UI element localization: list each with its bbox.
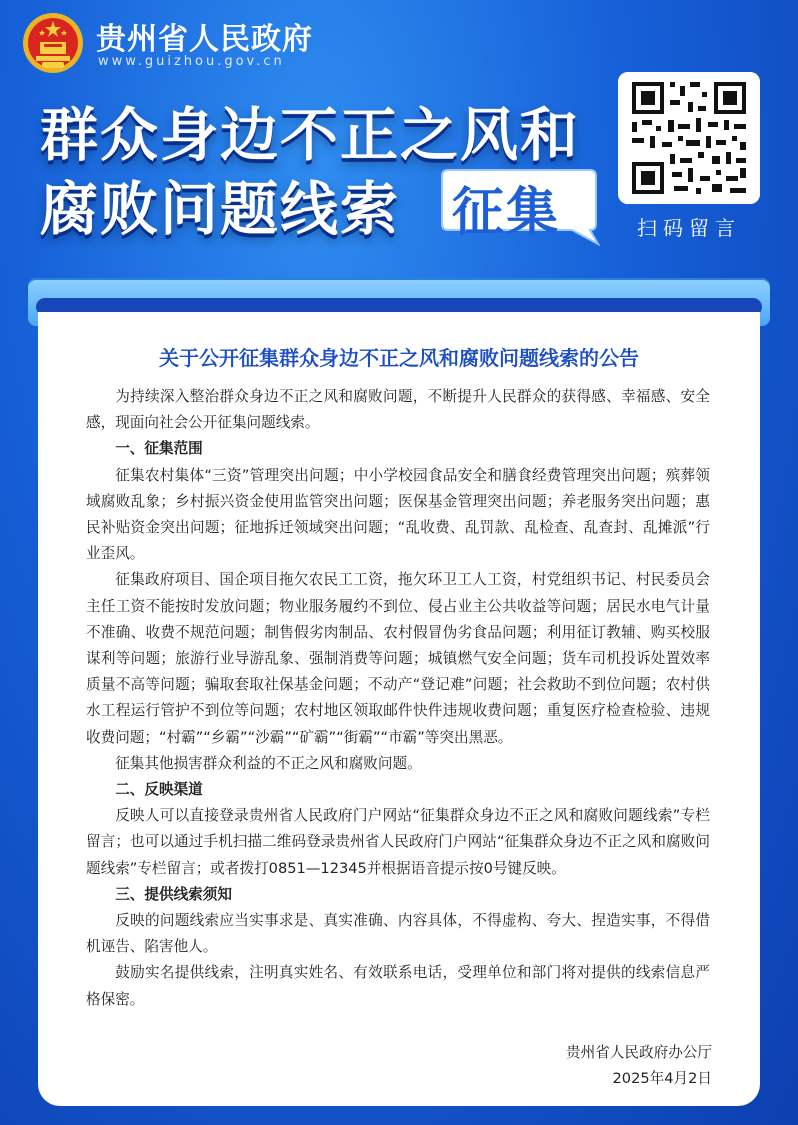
notice-title: 关于公开征集群众身边不正之风和腐败问题线索的公告 (159, 346, 639, 370)
site-name: 贵州省人民政府 (96, 22, 313, 57)
channels-paragraph: 反映人可以直接登录贵州省人民政府门户网站“征集群众身边不正之风和腐败问题线索”专栏留言；也可以通过手机扫描二维码登录贵州省人民政府门户网站“征集群众身边不正之风和腐败问题线索”专栏留言；或者拨打0851—12345并根据语音提示按0号键反映。 (86, 807, 710, 877)
poster-title-line2: 腐败问题线索 (40, 175, 401, 243)
scope-paragraph-2: 征集政府项目、国企项目拖欠农民工工资，拖欠环卫工人工资，村党组织书记、村民委员会主任工资不能按时发放问题；物业服务履约不到位、侵占业主公共收益等问题；居民水电气计量不准确、收费不规范问题；制售假劣肉制品、农村假冒伪劣食品问题；利用征订教辅、购买校服谋利等问题；旅游行业导游乱象、强制消费等问题；城镇燃气安全问题；货车司机投诉处置效率质量不高等问题；骗取套取社保基金问题；不动产“登记难”问题；社会救助不到位问题；农村供水工程运行管护不到位等问题；农村地区领取邮件快件违规收费问题；重复医疗检查检验、违规收费问题；“村霸”“乡霸”“沙霸”“矿霸”“街霸”“市霸”等突出黑恶。 (86, 571, 710, 746)
scope-paragraph-1: 征集农村集体“三资”管理突出问题；中小学校园食品安全和膳食经费管理突出问题；殡葬领域腐败乱象；乡村振兴资金使用监管突出问题；医保基金管理突出问题；养老服务突出问题；惠民补贴资金突出问题；征地拆迁领域突出问题；“乱收费、乱罚款、乱检查、乱查封、乱摊派”行业歪风。 (86, 466, 710, 563)
national-emblem-icon (22, 12, 84, 74)
qr-label: 扫码留言 (637, 216, 741, 240)
qr-code-icon[interactable] (618, 72, 760, 204)
site-url: www.guizhou.gov.cn (98, 54, 285, 69)
section-heading-scope: 一、征集范围 (115, 440, 203, 458)
qr-code-container[interactable] (618, 72, 760, 204)
notice-body (86, 384, 710, 1013)
notes-paragraph-2: 鼓励实名提供线索，注明真实姓名、有效联系电话，受理单位和部门将对提供的线索信息严格保密。 (86, 964, 710, 1008)
issuer-name: 贵州省人民政府办公厅 (566, 1044, 712, 1061)
notice-card (38, 312, 760, 1106)
scope-paragraph-3: 征集其他损害群众利益的不正之风和腐败问题。 (115, 754, 422, 772)
poster-title-line1: 群众身边不正之风和 (40, 101, 581, 169)
collect-badge: 征集 (452, 183, 561, 243)
issue-date: 2025年4月2日 (612, 1070, 712, 1087)
signature-block (566, 1040, 712, 1092)
section-heading-notes: 三、提供线索须知 (115, 885, 232, 903)
notes-paragraph-1: 反映的问题线索应当实事求是、真实准确、内容具体，不得虚构、夸大、捏造实事，不得借机诬告、陷害他人。 (86, 912, 710, 956)
poster-header (0, 0, 798, 300)
section-heading-channels: 二、反映渠道 (115, 781, 203, 799)
intro-paragraph: 为持续深入整治群众身边不正之风和腐败问题，不断提升人民群众的获得感、幸福感、安全感，现面向社会公开征集问题线索。 (86, 388, 710, 432)
notice-card-frame (28, 268, 770, 1106)
